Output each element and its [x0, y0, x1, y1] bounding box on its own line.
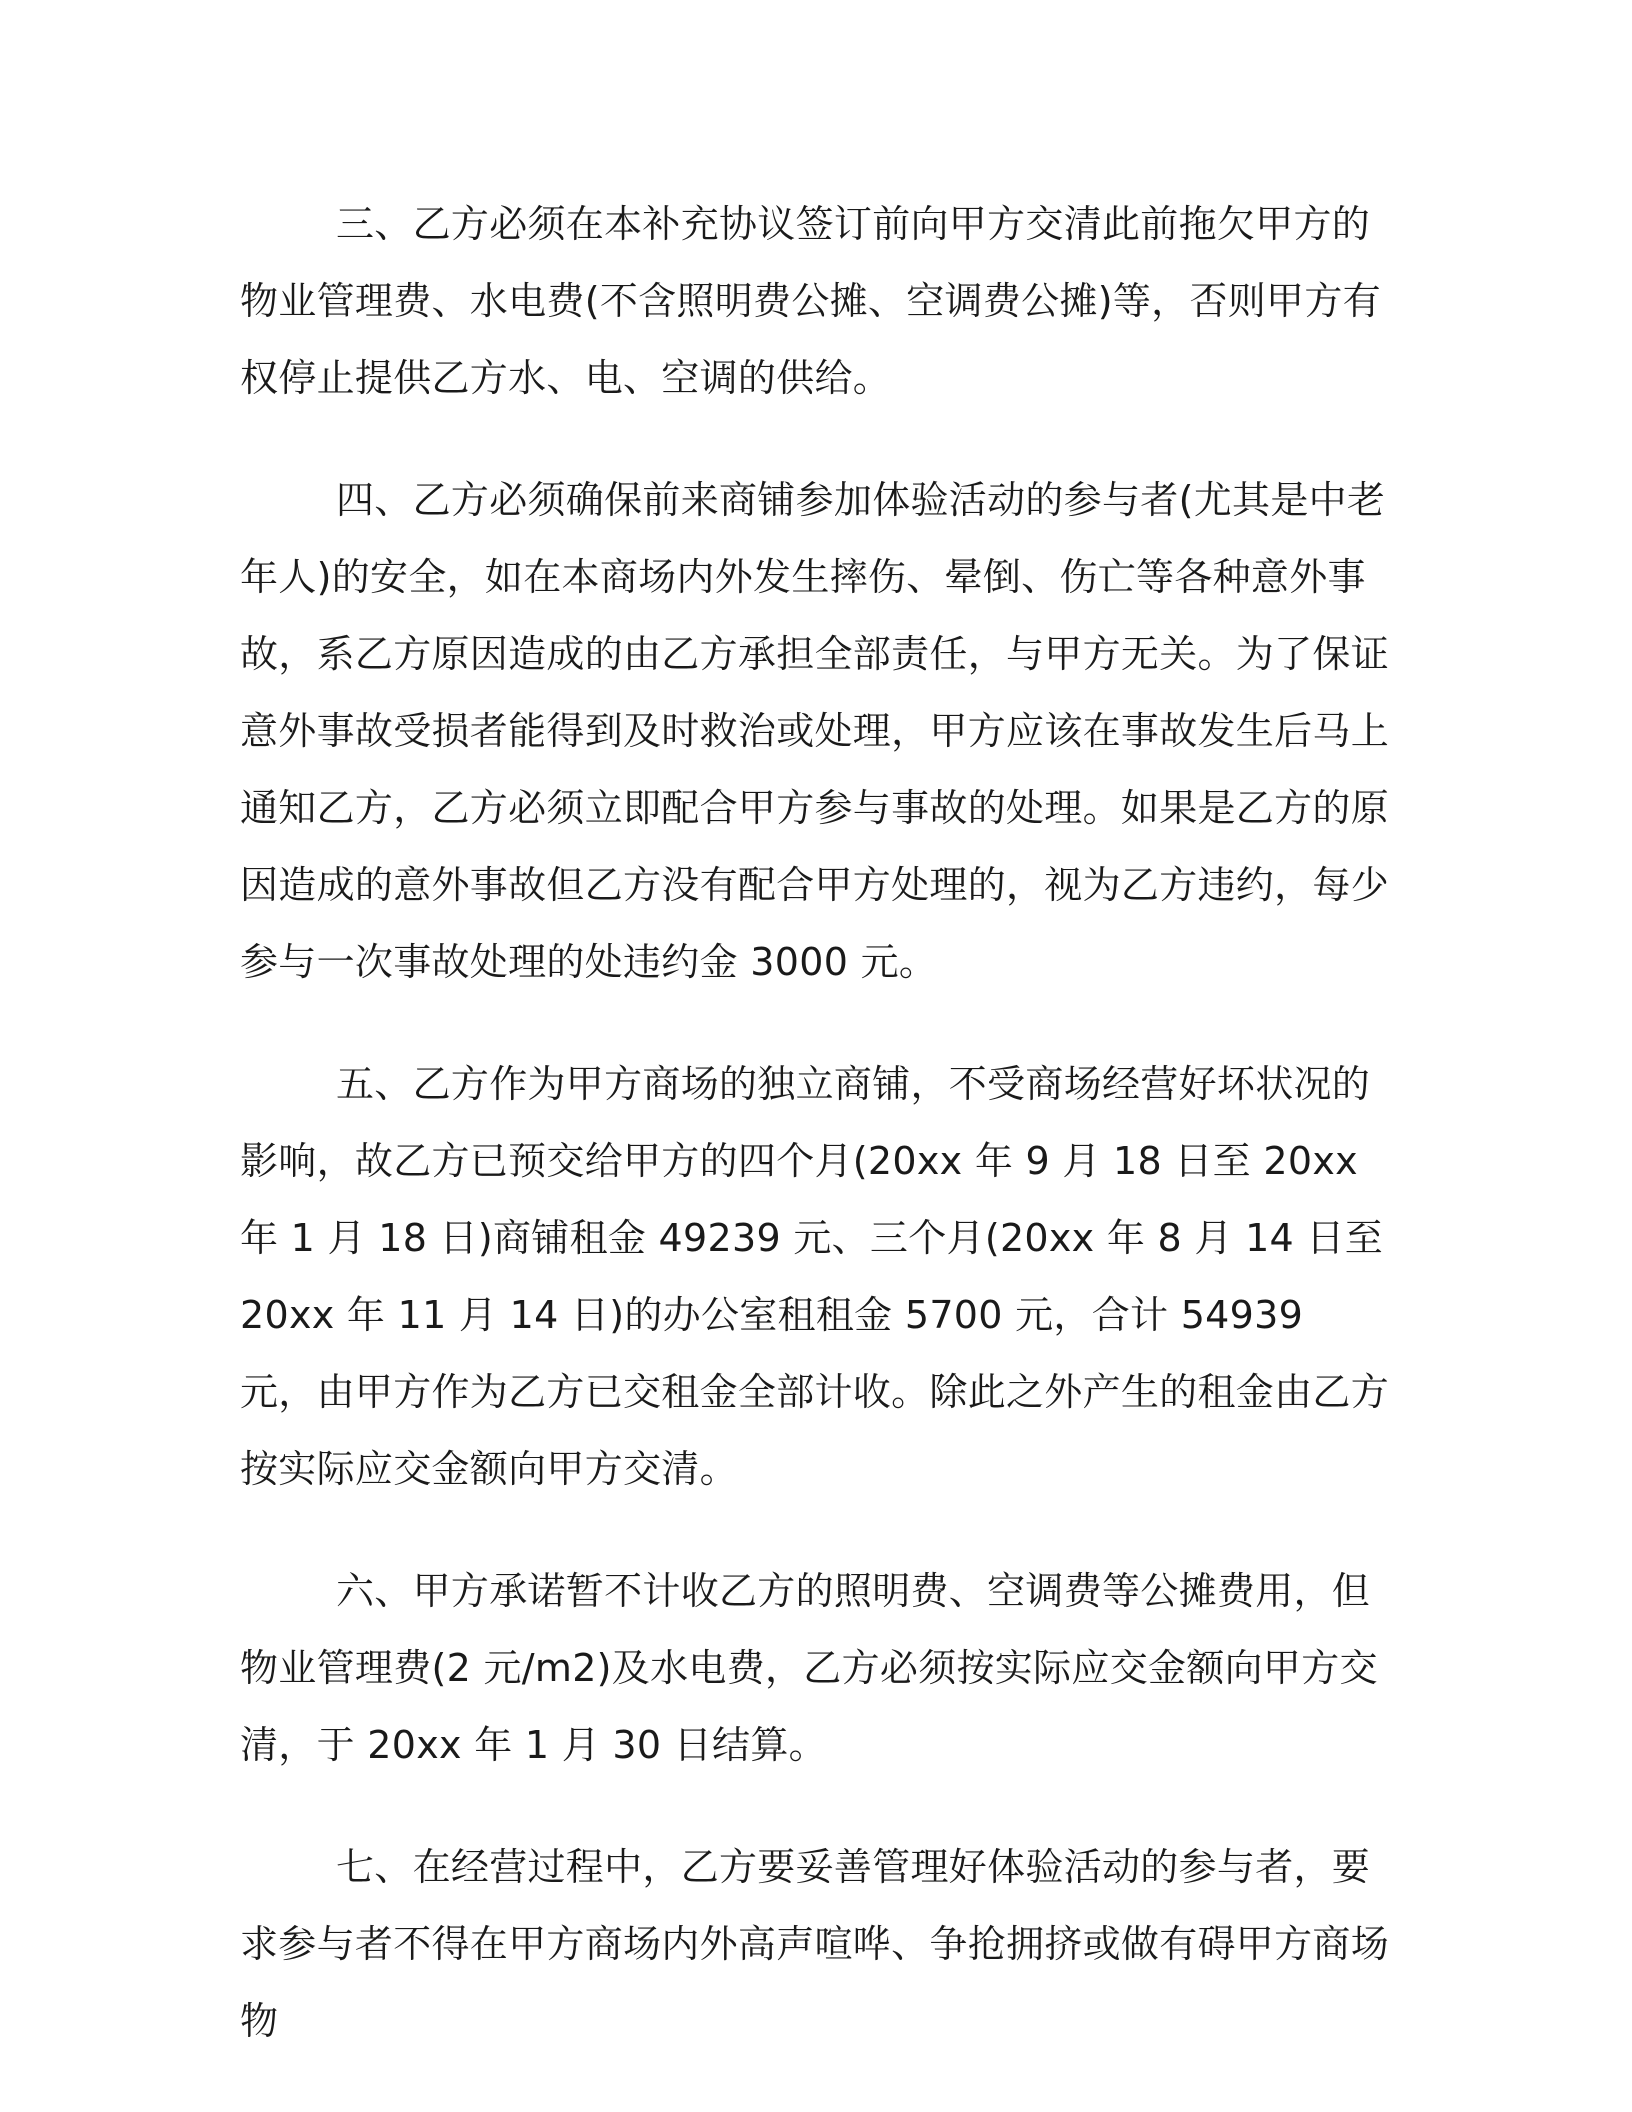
- clause-three-paragraph: 三、乙方必须在本补充协议签订前向甲方交清此前拖欠甲方的物业管理费、水电费(不含照明费公摊、空调费公摊)等，否则甲方有权停止提供乙方水、电、空调的供给。: [240, 202, 1381, 400]
- clause-four-paragraph: 四、乙方必须确保前来商铺参加体验活动的参与者(尤其是中老年人)的安全，如在本商场内外发生摔伤、晕倒、伤亡等各种意外事故，系乙方原因造成的由乙方承担全部责任，与甲方无关。为了保证意外事故受损者能得到及时救治或处理，甲方应该在事故发生后马上通知乙方，乙方必须立即配合甲方参与事故的处理。如果是乙方的原因造成的意外事故但乙方没有配合甲方处理的，视为乙方违约，每少参与一次事故处理的处违约金 3000 元。: [240, 478, 1390, 984]
- clause-six-paragraph: 六、甲方承诺暂不计收乙方的照明费、空调费等公摊费用，但物业管理费(2 元/m2)及水电费，乙方必须按实际应交金额向甲方交清，于 20xx 年 1 月 30 日结算。: [240, 1569, 1378, 1767]
- clause-five-paragraph: 五、乙方作为甲方商场的独立商铺，不受商场经营好坏状况的影响，故乙方已预交给甲方的四个月(20xx 年 9 月 18 日至 20xx 年 1 月 18 日)商铺租金 49239 元、三个月(20xx 年 8 月 14 日至 20xx 年 11 月 14 日)的办公室租租金 5700 元，合计 54939 元，由甲方作为乙方已交租金全部计收。除此之外产生的租金由乙方按实际应交金额向甲方交清。: [240, 1062, 1390, 1491]
- clause-seven-paragraph: 七、在经营过程中，乙方要妥善管理好体验活动的参与者，要求参与者不得在甲方商场内外高声喧哗、争抢拥挤或做有碍甲方商场物: [240, 1845, 1390, 2043]
- document-body: [240, 186, 1392, 2105]
